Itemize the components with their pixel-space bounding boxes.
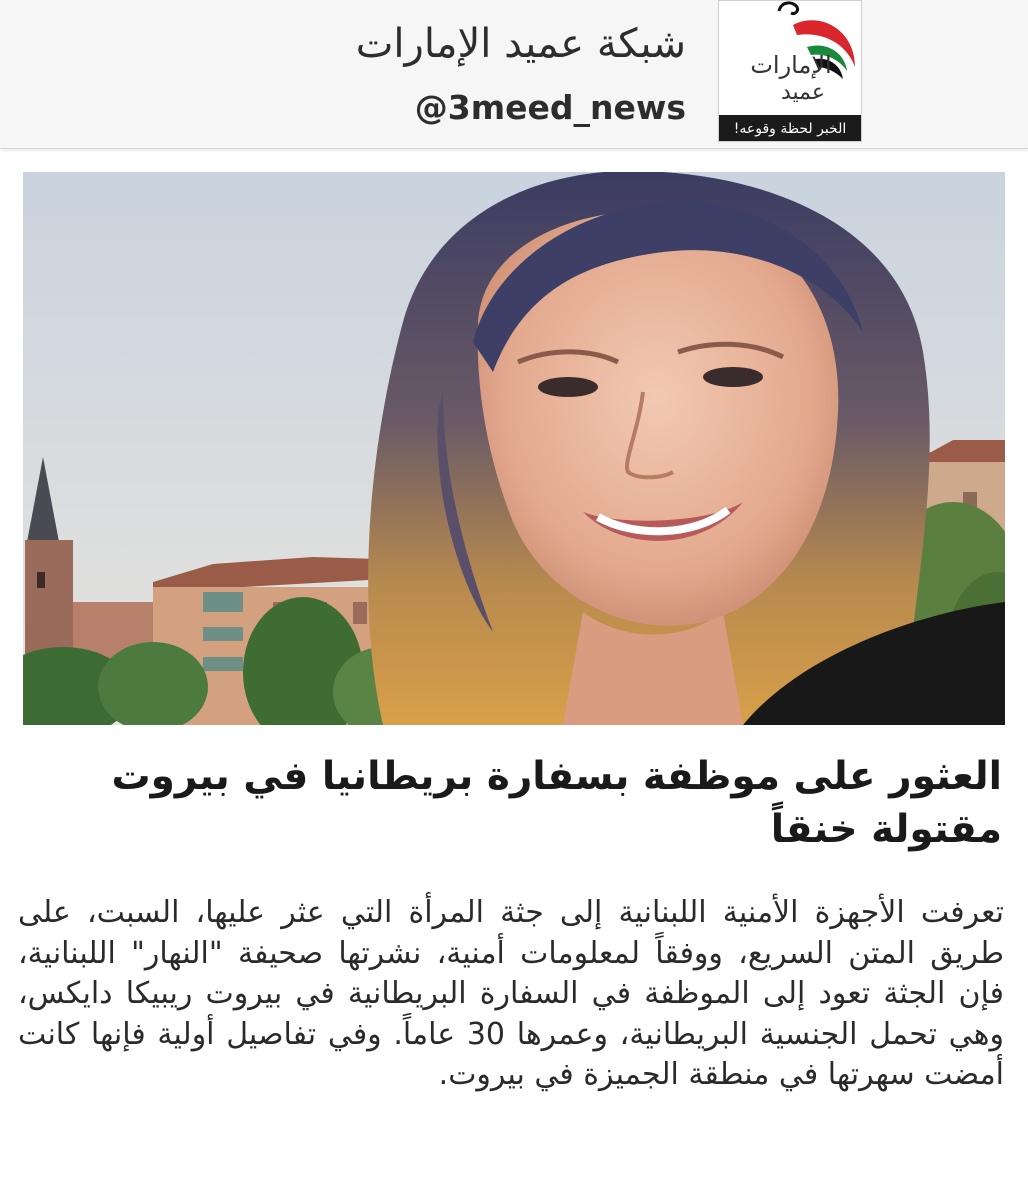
article-body: تعرفت الأجهزة الأمنية اللبنانية إلى جثة المرأة التي عثر عليها، السبت، على طريق المتن السريع، ووفقاً لمعلومات أمنية، نشرتها صحيفة "النهار" اللبنانية، فإن الجثة تعود إلى الموظفة في السفارة البريطانية في بيروت ريبيكا دايكس، وهي تحمل الجنسية البريطانية، وعمرها 30 عاماً. وفي تفاصيل أولية فإنها كانت أمضت سهرتها في منطقة الجميزة في بيروت. [18,895,1004,1092]
account-handle[interactable]: @3meed_news [414,88,686,127]
account-logo[interactable] [718,0,862,142]
logo-text-line2: عميد [780,80,826,105]
portrait-photo[interactable] [23,172,1005,725]
logo-tagline: الخبر لحظة وقوعه! [733,121,847,137]
logo-text-line1: الإمارات [750,51,832,79]
photo-illustration [23,172,1005,725]
emirates-flag-swoosh-icon [719,1,861,141]
account-name[interactable]: شبكة عميد الإمارات [355,21,686,67]
post-header [0,0,1028,149]
article-headline: العثور على موظفة بسفارة بريطانيا في بيروت مقتولة خنقاً [111,754,1002,852]
